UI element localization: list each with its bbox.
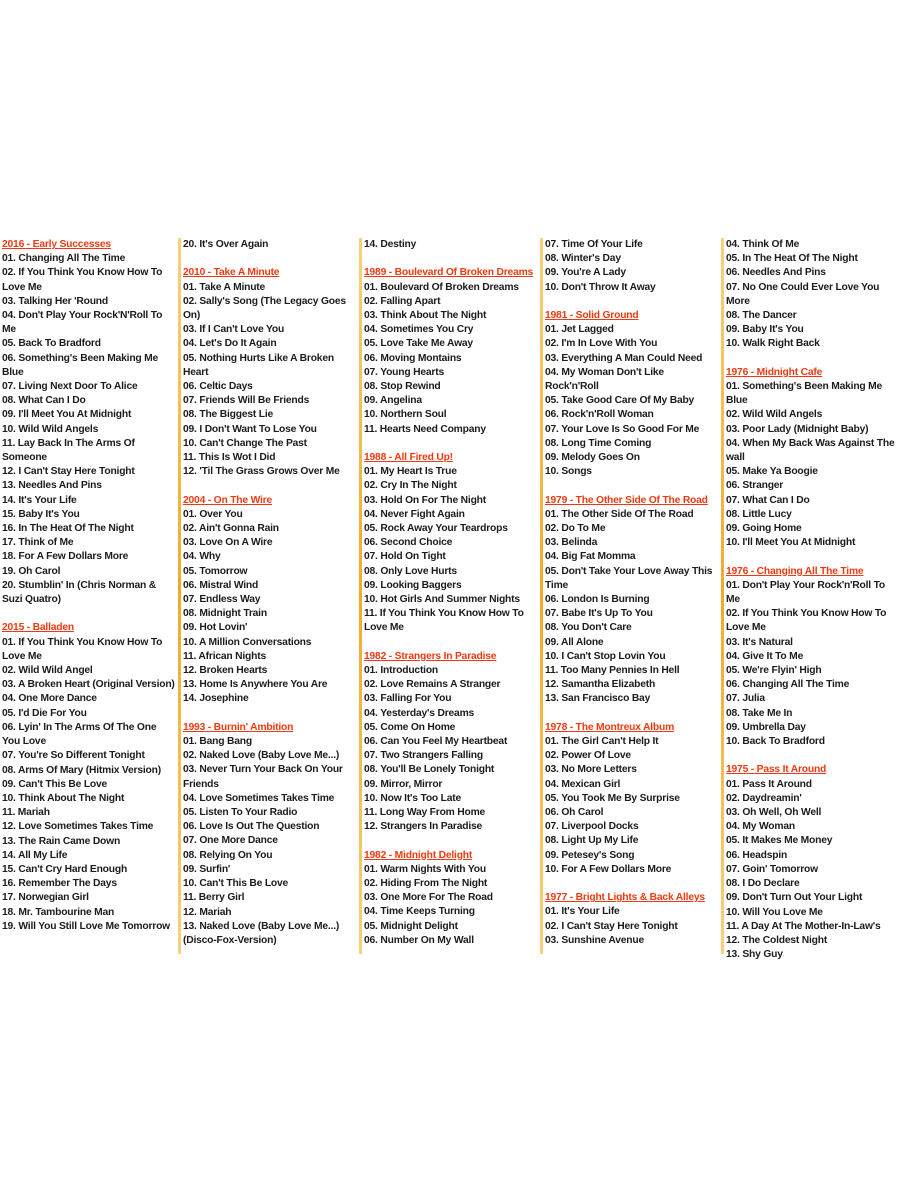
album-block <box>726 366 900 551</box>
track-item: 09. Petesey's Song <box>545 849 635 861</box>
track-item: 07. Friends Will Be Friends <box>183 395 310 407</box>
track-item: 09. You're A Lady <box>545 267 626 279</box>
track-item: 06. Something's Been Making Me Blue <box>2 352 159 378</box>
track-item: 04. Why <box>183 551 221 563</box>
track-item: 01. Changing All The Time <box>2 253 126 265</box>
track-item: 07. No One Could Ever Love You More <box>726 281 880 307</box>
album-block <box>2 238 178 607</box>
track-item: 03. Belinda <box>545 537 598 549</box>
track-item: 14. Destiny <box>364 239 417 250</box>
album-heading: 2016 - Early Successes <box>2 239 111 250</box>
track-item: 10. Don't Throw It Away <box>545 281 656 293</box>
track-item: 11. Long Way From Home <box>364 807 486 819</box>
album-block <box>545 238 719 295</box>
track-item: 08. Winter's Day <box>545 253 621 265</box>
track-item: 01. Pass It Around <box>726 778 812 790</box>
track-item: 01. Something's Been Making Me Blue <box>726 381 883 407</box>
track-item: 07. Liverpool Docks <box>545 821 639 833</box>
album-heading: 2010 - Take A Minute <box>183 267 280 279</box>
track-item: 07. Goin' Tomorrow <box>726 863 818 875</box>
album-block <box>726 238 900 352</box>
track-item: 02. Cry In The Night <box>364 480 457 492</box>
track-item: 09. Going Home <box>726 523 802 535</box>
album-heading: 1976 - Midnight Cafe <box>726 366 823 378</box>
track-item: 08. Stop Rewind <box>364 381 441 393</box>
track-item: 18. Mr. Tambourine Man <box>2 906 115 918</box>
track-item: 16. In The Heat Of The Night <box>2 523 134 535</box>
album-block <box>726 565 900 750</box>
track-item: 04. When My Back Was Against The wall <box>726 437 895 464</box>
track-item: 18. For A Few Dollars More <box>2 551 129 563</box>
track-item: 05. Rock Away Your Teardrops <box>364 523 508 535</box>
track-item: 15. Baby It's You <box>2 508 80 520</box>
track-item: 10. Back To Bradford <box>726 736 825 748</box>
track-item: 04. Big Fat Momma <box>545 551 636 563</box>
track-item: 09. Mirror, Mirror <box>364 778 443 790</box>
track-item: 03. Hold On For The Night <box>364 494 486 506</box>
track-item: 01. If You Think You Know How To Love Me <box>2 636 163 662</box>
track-item: 06. Lyin' In The Arms Of The One You Love <box>2 721 157 748</box>
track-item: 19. Oh Carol <box>2 565 61 577</box>
album-block <box>364 238 538 252</box>
track-item: 08. Arms Of Mary (Hitmix Version) <box>2 764 161 776</box>
column-divider <box>178 238 181 954</box>
track-item: 10. Will You Love Me <box>726 906 823 918</box>
track-item: 12. 'Til The Grass Grows Over Me <box>183 466 340 478</box>
track-item: 02. Hiding From The Night <box>364 878 488 890</box>
track-item: 07. Endless Way <box>183 594 261 606</box>
track-item: 12. Strangers In Paradise <box>364 821 483 833</box>
track-item: 20. It's Over Again <box>183 239 269 250</box>
track-item: 04. Give It To Me <box>726 650 804 662</box>
track-item: 03. If I Can't Love You <box>183 324 285 336</box>
track-item: 10. Can't This Be Love <box>183 878 289 890</box>
track-item: 03. Sunshine Avenue <box>545 934 645 946</box>
track-item: 10. Wild Wild Angels <box>2 423 99 435</box>
track-item: 01. Jet Lagged <box>545 324 614 336</box>
track-item: 06. Stranger <box>726 480 784 492</box>
track-item: 08. You Don't Care <box>545 622 632 634</box>
track-item: 05. Listen To Your Radio <box>183 807 298 819</box>
track-item: 15. Can't Cry Hard Enough <box>2 863 128 875</box>
track-item: 01. Boulevard Of Broken Dreams <box>364 281 519 293</box>
track-item: 09. Angelina <box>364 395 422 407</box>
track-item: 09. I Don't Want To Lose You <box>183 423 317 435</box>
track-item: 10. I Can't Stop Lovin You <box>545 650 666 662</box>
album-block <box>183 494 355 707</box>
column-2 <box>183 238 355 954</box>
track-item: 09. Melody Goes On <box>545 452 640 464</box>
album-block <box>364 451 538 636</box>
track-item: 17. Norwegian Girl <box>2 892 89 904</box>
track-item: 04. Time Keeps Turning <box>364 906 475 918</box>
album-heading: 1979 - The Other Side Of The Road <box>545 494 708 506</box>
column-divider <box>359 238 362 954</box>
album-heading: 1993 - Burnin' Ambition <box>183 721 294 733</box>
album-block <box>545 494 719 707</box>
track-item: 11. Too Many Pennies In Hell <box>545 665 680 677</box>
track-item: 06. Moving Montains <box>364 352 462 364</box>
track-item: 03. Love On A Wire <box>183 537 273 549</box>
track-item: 07. Julia <box>726 693 765 705</box>
track-item: 02. Wild Wild Angels <box>726 409 823 421</box>
track-item: 09. Can't This Be Love <box>2 778 108 790</box>
album-heading: 1982 - Strangers In Paradise <box>364 650 497 662</box>
album-block <box>545 721 719 877</box>
track-item: 05. Make Ya Boogie <box>726 466 818 478</box>
track-item: 07. Young Hearts <box>364 366 444 378</box>
track-item: 02. Falling Apart <box>364 295 441 307</box>
track-item: 02. I'm In Love With You <box>545 338 658 350</box>
track-item: 14. All My Life <box>2 849 68 861</box>
track-item: 08. Light Up My Life <box>545 835 639 847</box>
track-item: 02. Sally's Song (The Legacy Goes On) <box>183 295 346 321</box>
track-item: 07. Babe It's Up To You <box>545 608 653 620</box>
track-item: 12. Broken Hearts <box>183 665 268 677</box>
column-5 <box>726 238 900 961</box>
track-item: 04. Don't Play Your Rock'N'Roll To Me <box>2 310 163 336</box>
track-item: 12. Mariah <box>183 906 232 918</box>
track-item: 03. Think About The Night <box>364 310 487 321</box>
track-item: 03. One More For The Road <box>364 892 493 904</box>
track-item: 10. Songs <box>545 466 592 478</box>
track-item: 06. Can You Feel My Heartbeat <box>364 736 508 748</box>
track-item: 07. You're So Different Tonight <box>2 750 145 762</box>
track-item: 07. What Can I Do <box>726 494 810 506</box>
track-item: 12. Love Sometimes Takes Time <box>2 821 154 833</box>
track-item: 04. Think Of Me <box>726 239 800 250</box>
track-item: 10. Walk Right Back <box>726 338 820 350</box>
track-item: 02. If You Think You Know How To Love Me <box>726 608 887 634</box>
album-block <box>183 238 355 252</box>
track-item: 02. I Can't Stay Here Tonight <box>545 920 678 932</box>
track-item: 01. Don't Play Your Rock'n'Roll To Me <box>726 579 886 606</box>
track-item: 13. San Francisco Bay <box>545 693 651 705</box>
track-item: 01. The Other Side Of The Road <box>545 508 694 520</box>
track-item: 10. A Million Conversations <box>183 636 312 648</box>
track-item: 16. Remember The Days <box>2 878 117 890</box>
track-item: 05. I'd Die For You <box>2 707 87 719</box>
track-item: 01. Warm Nights With You <box>364 863 486 875</box>
track-item: 08. The Biggest Lie <box>183 409 274 421</box>
track-item: 07. Hold On Tight <box>364 551 446 563</box>
track-item: 05. We're Flyin' High <box>726 665 822 677</box>
track-item: 10. Think About The Night <box>2 792 125 804</box>
track-item: 04. Yesterday's Dreams <box>364 707 475 719</box>
track-item: 08. Take Me In <box>726 707 793 719</box>
track-item: 04. My Woman Don't Like Rock'n'Roll <box>545 366 664 393</box>
track-item: 06. Rock'n'Roll Woman <box>545 409 654 421</box>
track-item: 04. Let's Do It Again <box>183 338 277 350</box>
album-block <box>726 763 900 962</box>
track-item: 01. Introduction <box>364 665 439 677</box>
track-item: 03. It's Natural <box>726 636 793 648</box>
track-item: 02. Daydreamin' <box>726 792 802 804</box>
track-item: 05. Come On Home <box>364 721 456 733</box>
track-item: 06. Celtic Days <box>183 381 253 393</box>
track-item: 01. My Heart Is True <box>364 466 457 478</box>
track-item: 09. Looking Baggers <box>364 579 462 591</box>
track-item: 10. I'll Meet You At Midnight <box>726 537 856 549</box>
track-item: 11. A Day At The Mother-In-Law's <box>726 920 881 932</box>
track-item: 01. The Girl Can't Help It <box>545 736 659 748</box>
track-item: 04. My Woman <box>726 821 795 833</box>
track-item: 13. The Rain Came Down <box>2 835 121 847</box>
track-item: 08. You'll Be Lonely Tonight <box>364 764 495 776</box>
track-item: 09. Surfin' <box>183 863 231 875</box>
track-item: 12. The Coldest Night <box>726 934 828 946</box>
track-item: 03. Oh Well, Oh Well <box>726 807 822 819</box>
track-item: 01. Over You <box>183 508 243 520</box>
track-item: 02. Naked Love (Baby Love Me...) <box>183 750 340 762</box>
track-item: 09. Hot Lovin' <box>183 622 248 634</box>
track-item: 12. I Can't Stay Here Tonight <box>2 466 135 478</box>
track-item: 14. It's Your Life <box>2 494 77 506</box>
track-item: 10. For A Few Dollars More <box>545 863 672 875</box>
track-item: 04. Sometimes You Cry <box>364 324 474 336</box>
track-item: 19. Will You Still Love Me Tomorrow <box>2 920 170 932</box>
track-item: 02. Power Of Love <box>545 750 631 762</box>
track-item: 07. Time Of Your Life <box>545 239 643 250</box>
track-item: 03. Everything A Man Could Need <box>545 352 703 364</box>
track-item: 20. Stumblin' In (Chris Norman & Suzi Quatro) <box>2 579 156 606</box>
track-item: 10. Now It's Too Late <box>364 792 462 804</box>
track-item: 03. No More Letters <box>545 764 637 776</box>
track-item: 08. What Can I Do <box>2 395 86 407</box>
track-item: 06. Mistral Wind <box>183 579 259 591</box>
album-heading: 1982 - Midnight Delight <box>364 849 473 861</box>
track-item: 05. Love Take Me Away <box>364 338 473 350</box>
track-item: 11. Hearts Need Company <box>364 423 486 435</box>
album-block <box>2 621 178 933</box>
track-item: 06. Headspin <box>726 849 788 861</box>
track-item: 05. Don't Take Your Love Away This Time <box>545 565 713 591</box>
track-item: 08. I Do Declare <box>726 878 800 890</box>
track-item: 06. Love Is Out The Question <box>183 821 320 833</box>
track-item: 13. Naked Love (Baby Love Me...)(Disco-Fox-Version) <box>183 920 340 946</box>
track-item: 01. Bang Bang <box>183 736 252 748</box>
column-divider <box>540 238 543 954</box>
track-item: 11. African Nights <box>183 650 266 662</box>
track-item: 10. Can't Change The Past <box>183 437 307 449</box>
column-3 <box>364 238 538 954</box>
track-item: 02. If You Think You Know How To Love Me <box>2 267 163 293</box>
track-item: 13. Needles And Pins <box>2 480 102 492</box>
album-heading: 1976 - Changing All The Time <box>726 565 864 577</box>
track-item: 05. Tomorrow <box>183 565 248 577</box>
track-item: 11. Mariah <box>2 807 50 819</box>
track-item: 09. All Alone <box>545 636 604 648</box>
track-item: 06. Oh Carol <box>545 807 604 819</box>
album-block <box>545 891 719 948</box>
track-item: 01. Take A Minute <box>183 281 266 293</box>
track-item: 02. Do To Me <box>545 523 606 535</box>
track-item: 07. Living Next Door To Alice <box>2 381 138 393</box>
track-item: 08. Only Love Hurts <box>364 565 457 577</box>
track-item: 14. Josephine <box>183 693 249 705</box>
track-item: 05. You Took Me By Surprise <box>545 792 680 804</box>
album-heading: 1989 - Boulevard Of Broken Dreams <box>364 267 534 279</box>
track-item: 09. Don't Turn Out Your Light <box>726 892 863 904</box>
album-block <box>364 849 538 948</box>
track-item: 06. Changing All The Time <box>726 679 850 691</box>
album-heading: 1988 - All Fired Up! <box>364 452 453 464</box>
album-block <box>364 650 538 835</box>
track-item: 09. Baby It's You <box>726 324 804 336</box>
track-item: 12. Samantha Elizabeth <box>545 679 656 691</box>
track-item: 07. Your Love Is So Good For Me <box>545 423 700 435</box>
track-item: 03. Falling For You <box>364 693 452 705</box>
album-heading: 1978 - The Montreux Album <box>545 721 675 733</box>
album-heading: 1975 - Pass It Around <box>726 764 827 776</box>
track-item: 05. Back To Bradford <box>2 338 101 350</box>
track-item: 11. Lay Back In The Arms Of Someone <box>2 437 135 464</box>
column-1 <box>2 238 178 954</box>
album-block <box>183 721 355 948</box>
track-item: 08. Little Lucy <box>726 508 792 520</box>
track-item: 03. Talking Her 'Round <box>2 295 108 307</box>
track-item: 06. Second Choice <box>364 537 453 549</box>
track-item: 03. Never Turn Your Back On Your Friends <box>183 764 343 790</box>
column-divider <box>721 238 724 954</box>
track-item: 08. Midnight Train <box>183 608 267 620</box>
album-heading: 1977 - Bright Lights & Back Alleys <box>545 892 705 904</box>
track-item: 11. Berry Girl <box>183 892 245 904</box>
track-item: 13. Home Is Anywhere You Are <box>183 679 328 691</box>
track-item: 02. Wild Wild Angel <box>2 665 93 677</box>
track-item: 07. One More Dance <box>183 835 278 847</box>
album-heading: 2004 - On The Wire <box>183 494 273 506</box>
track-item: 08. The Dancer <box>726 310 797 322</box>
track-item: 11. This Is Wot I Did <box>183 452 276 464</box>
track-item: 11. If You Think You Know How To Love Me <box>364 608 524 634</box>
track-item: 09. I'll Meet You At Midnight <box>2 409 132 421</box>
track-item: 05. Nothing Hurts Like A Broken Heart <box>183 352 334 378</box>
track-item: 04. Never Fight Again <box>364 508 465 520</box>
album-block <box>545 309 719 479</box>
track-item: 10. Northern Soul <box>364 409 447 421</box>
track-item: 05. Take Good Care Of My Baby <box>545 395 695 407</box>
track-item: 06. Needles And Pins <box>726 267 826 279</box>
track-item: 17. Think of Me <box>2 537 74 549</box>
track-item: 05. Midnight Delight <box>364 920 458 932</box>
track-item: 03. A Broken Heart (Original Version) <box>2 679 175 691</box>
track-item: 06. London Is Burning <box>545 594 650 606</box>
track-item: 13. Shy Guy <box>726 949 783 961</box>
track-item: 04. Love Sometimes Takes Time <box>183 792 335 804</box>
tracklist-sheet <box>0 238 900 961</box>
track-item: 02. Love Remains A Stranger <box>364 679 501 691</box>
track-item: 05. It Makes Me Money <box>726 835 833 847</box>
track-item: 04. Mexican Girl <box>545 778 621 790</box>
track-item: 05. In The Heat Of The Night <box>726 253 858 265</box>
track-item: 02. Ain't Gonna Rain <box>183 523 279 535</box>
album-heading: 2015 - Balladen <box>2 622 74 634</box>
track-item: 01. It's Your Life <box>545 906 620 918</box>
column-4 <box>545 238 719 954</box>
track-item: 03. Poor Lady (Midnight Baby) <box>726 423 869 435</box>
track-item: 04. One More Dance <box>2 693 97 705</box>
album-block <box>364 266 538 436</box>
track-item: 09. Umbrella Day <box>726 721 806 733</box>
album-heading: 1981 - Solid Ground <box>545 310 639 321</box>
track-item: 08. Relying On You <box>183 849 273 861</box>
track-item: 10. Hot Girls And Summer Nights <box>364 594 520 606</box>
track-item: 06. Number On My Wall <box>364 934 474 946</box>
track-item: 07. Two Strangers Falling <box>364 750 483 762</box>
track-item: 08. Long Time Coming <box>545 437 652 449</box>
album-block <box>183 266 355 479</box>
